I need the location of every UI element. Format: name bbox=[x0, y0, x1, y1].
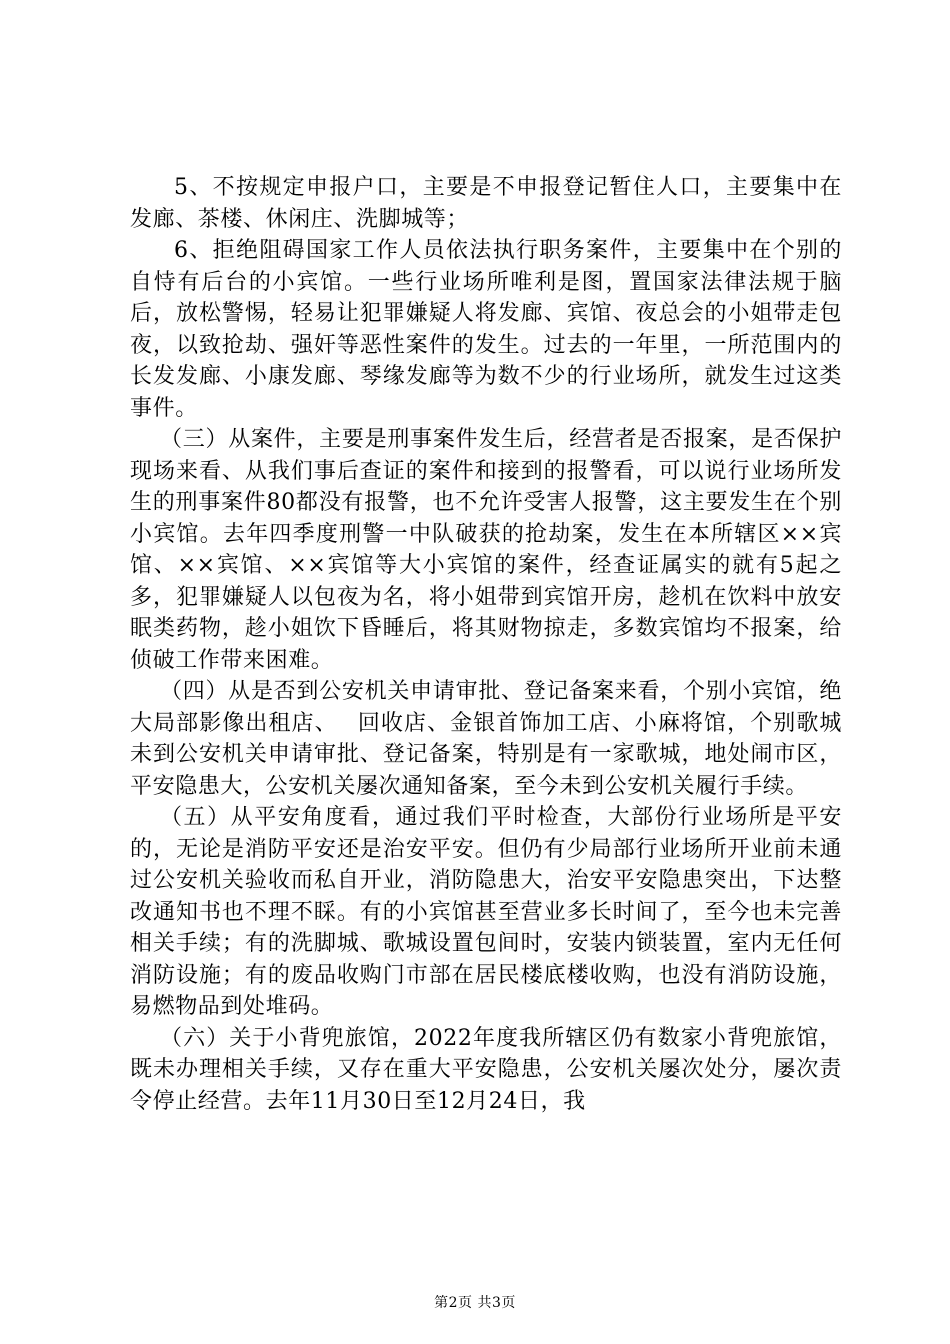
paragraph-section-5: （五）从平安角度看，通过我们平时检查，大部份行业场所是平安的，无论是消防平安还是治安平安。但仍有少局部行业场所开业前未通过公安机关验收而私自开业，消防隐患大，治安平安隐患突出，下达整改通知书也不理不睬。有的小宾馆甚至营业多长时间了，至今也未完善相关手续；有的洗脚城、歌城设置包间时，安装内锁装置，室内无任何消防设施；有的废品收购门市部在居民楼底楼收购，也没有消防设施，易燃物品到处堆码。 bbox=[130, 805, 842, 1019]
paragraph-section-4: （四）从是否到公安机关申请审批、登记备案来看，个别小宾馆，绝大局部影像出租店、 回收店、金银首饰加工店、小麻将馆，个别歌城未到公安机关申请审批、登记备案，特别是有一家歌城，地处闹市区，平安隐患大，公安机关屡次通知备案，至今未到公安机关履行手续。 bbox=[130, 679, 842, 799]
paragraph-section-6: （六）关于小背兜旅馆，2022年度我所辖区仍有数家小背兜旅馆，既未办理相关手续，又存在重大平安隐患，公安机关屡次处分，屡次责令停止经营。去年11月30日至12月24日，我 bbox=[130, 1025, 842, 1114]
paragraph-section-3: （三）从案件，主要是刑事案件发生后，经营者是否报案，是否保护现场来看、从我们事后查证的案件和接到的报警看，可以说行业场所发生的刑事案件80都没有报警，也不允许受害人报警，这主要发生在个别小宾馆。去年四季度刑警一中队破获的抢劫案，发生在本所辖区××宾馆、××宾馆、××宾馆等大小宾馆的案件，经查证属实的就有5起之多，犯罪嫌疑人以包夜为名，将小姐带到宾馆开房，趁机在饮料中放安眠类药物，趁小姐饮下昏睡后，将其财物掠走，多数宾馆均不报案，给侦破工作带来困难。 bbox=[130, 427, 842, 673]
paragraph-6: 6、拒绝阻碍国家工作人员依法执行职务案件，主要集中在个别的自恃有后台的小宾馆。一些行业场所唯利是图，置国家法律法规于脑后，放松警惕，轻易让犯罪嫌疑人将发廊、宾馆、夜总会的小姐带走包夜，以致抢劫、强奸等恶性案件的发生。过去的一年里，一所范围内的长发发廊、小康发廊、琴缘发廊等为数不少的行业场所，就发生过这类事件。 bbox=[130, 238, 842, 421]
paragraph-5: 5、不按规定申报户口，主要是不申报登记暂住人口，主要集中在发廊、茶楼、休闲庄、洗脚城等； bbox=[130, 175, 842, 232]
body-text bbox=[130, 172, 842, 1117]
page-footer: 第2页 共3页 bbox=[434, 1295, 516, 1311]
